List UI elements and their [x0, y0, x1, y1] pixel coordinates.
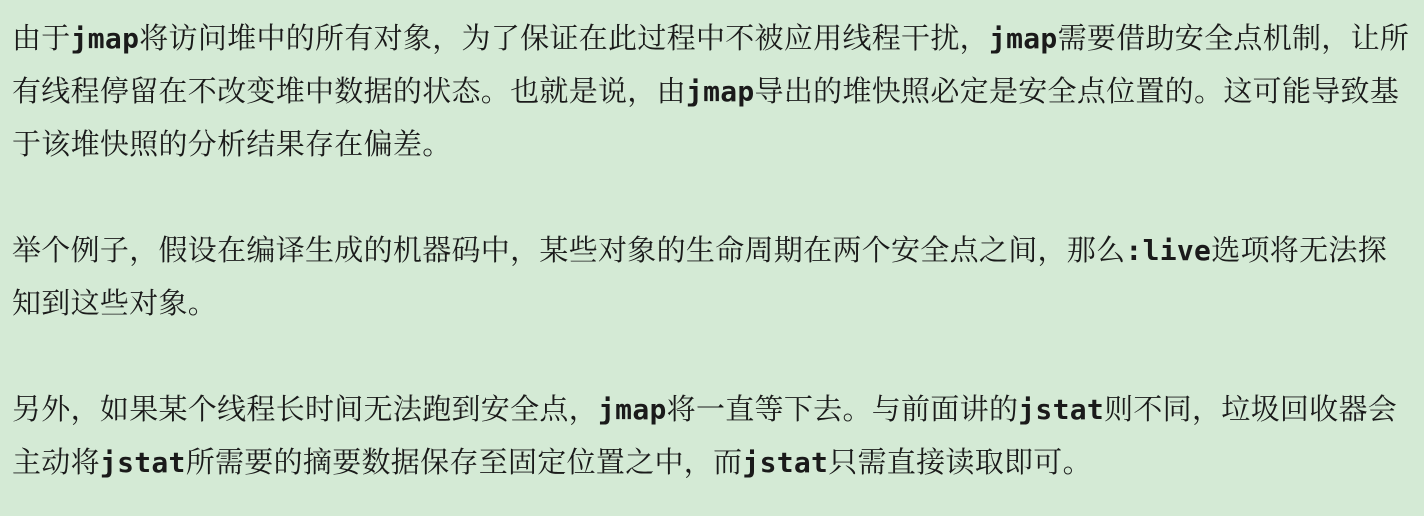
- text-segment: 举个例子，假设在编译生成的机器码中，某些对象的生命周期在两个安全点之间，那么: [12, 233, 1126, 267]
- code-jmap: jmap: [70, 22, 140, 55]
- code-jstat: jstat: [742, 446, 829, 479]
- text-segment: 导出的堆快照必定是安全点位置的。这可能导致基于该堆快照的分析结果存在偏差。: [12, 74, 1400, 161]
- text-segment: 需要借助安全点机制，让所有线程停留在不改变堆中数据的状态。也就是说，由: [12, 21, 1410, 108]
- text-segment: 由于: [12, 21, 71, 55]
- text-segment: 将一直等下去。与前面讲的: [666, 392, 1019, 426]
- code-jmap: jmap: [685, 75, 755, 108]
- code-jmap: jmap: [988, 22, 1058, 55]
- paragraph-jstat-comparison: [12, 383, 1414, 489]
- paragraph-live-example: [12, 224, 1414, 330]
- code-jstat: jstat: [99, 446, 186, 479]
- code-jmap: jmap: [598, 393, 667, 426]
- text-segment: 所需要的摘要数据保存至固定位置之中，而: [185, 445, 743, 479]
- code-jstat: jstat: [1018, 393, 1105, 426]
- text-segment: 则不同，垃圾回收器会主动将: [12, 392, 1398, 479]
- text-segment: 选项将无法探知到这些对象。: [12, 233, 1388, 320]
- text-segment: 另外，如果某个线程长时间无法跑到安全点，: [12, 392, 599, 426]
- text-segment: 只需直接读取即可。: [828, 445, 1092, 479]
- paragraph-jmap-safepoint: [12, 12, 1414, 171]
- code-live-option: :live: [1125, 234, 1212, 267]
- text-segment: 将访问堆中的所有对象，为了保证在此过程中不被应用线程干扰，: [139, 21, 989, 55]
